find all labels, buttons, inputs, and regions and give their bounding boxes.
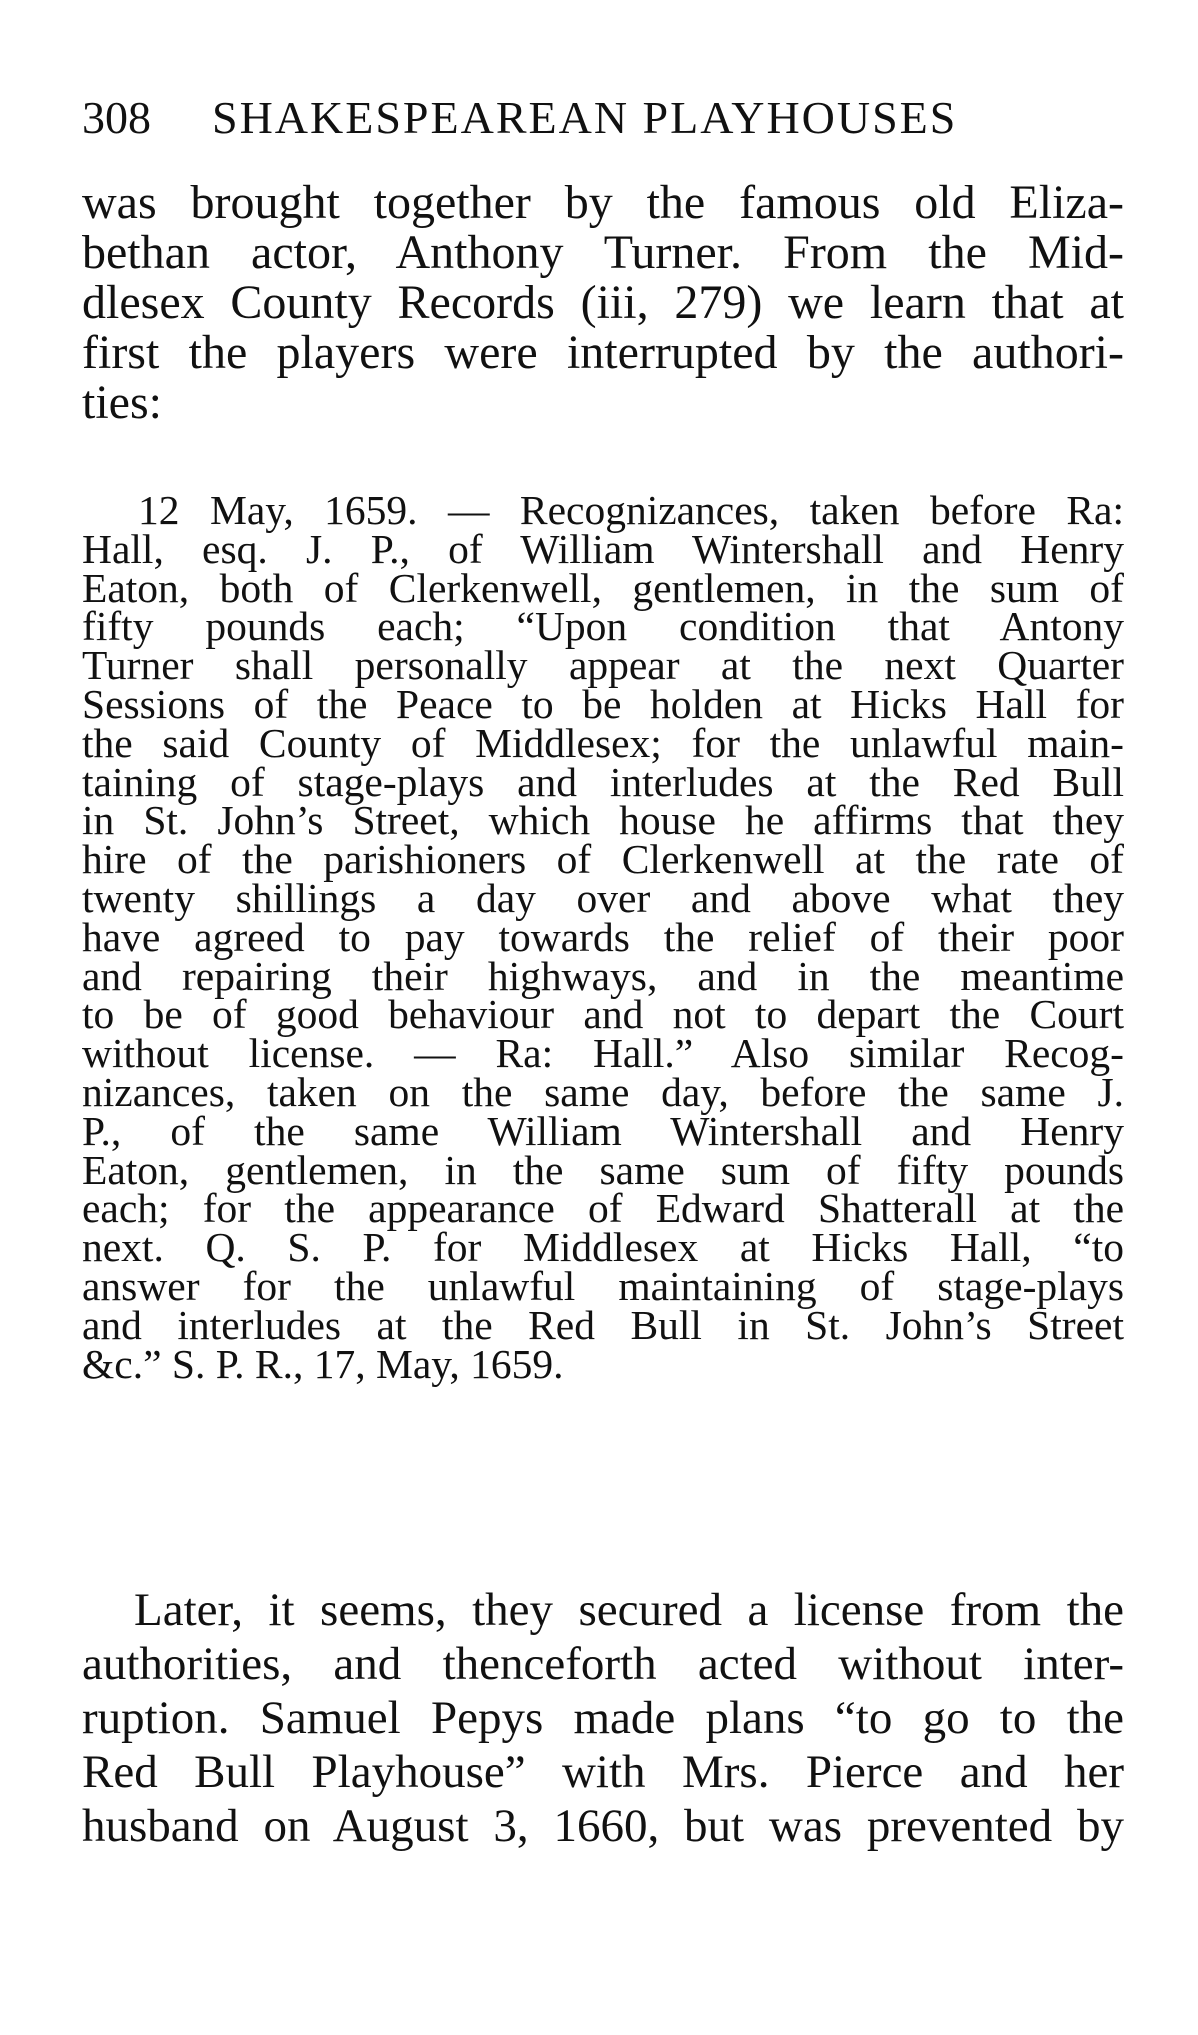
quote-line: nizances, taken on the same day, before the same J. [82,1068,1124,1115]
running-header [82,88,1122,148]
text-line: Red Bull Playhouse” with Mrs. Pierce and her [82,1746,1124,1798]
quote-line: twenty shillings a day over and above what they [82,874,1124,921]
quote-line: the said County of Middlesex; for the unlawful main- [82,719,1124,766]
body-paragraph-1 [82,178,1124,428]
quote-line: Eaton, gentlemen, in the same sum of fifty pounds [82,1146,1124,1193]
text-line: ruption. Samuel Pepys made plans “to go to the [82,1692,1124,1744]
text-line: authorities, and thenceforth acted without inter- [82,1638,1124,1690]
quote-line: Hall, esq. J. P., of William Wintershall and Henry [82,525,1124,572]
quote-line: &c.” S. P. R., 17, May, 1659. [82,1340,564,1387]
text-line: husband on August 3, 1660, but was prevented by [82,1800,1124,1852]
running-title: SHAKESPEAREAN PLAYHOUSES [212,92,958,143]
quote-line: taining of stage-plays and interludes at the Red Bull [82,758,1124,805]
quote-line: have agreed to pay towards the relief of their poor [82,913,1124,960]
block-quotation [82,487,1124,1387]
text-line: dlesex County Records (iii, 279) we learn that at [82,276,1124,329]
quote-line: Sessions of the Peace to be holden at Hicks Hall for [82,680,1124,727]
text-line [82,228,1124,278]
quote-line: Eaton, both of Clerkenwell, gentlemen, in the sum of [82,564,1124,611]
text-fragment: bethan actor, Anthony Turner. From the Mid- [82,226,1124,279]
body-paragraph-2 [82,1583,1124,1853]
quote-line: P., of the same William Wintershall and Henry [82,1107,1124,1154]
quote-line: fifty pounds each; “Upon condition that Antony [82,603,1124,650]
quote-line: and repairing their highways, and in the meantime [82,952,1124,999]
quote-line: next. Q. S. P. for Middlesex at Hicks Hall, “to [82,1224,1124,1271]
quote-line: each; for the appearance of Edward Shatterall at the [82,1185,1124,1232]
quote-line: to be of good behaviour and not to depart the Court [82,991,1124,1038]
quote-line: in St. John’s Street, which house he affirms that they [82,797,1124,844]
quote-line: without license. — Ra: Hall.” Also similar Recog- [82,1030,1124,1077]
quote-line: Turner shall personally appear at the next Quarter [82,642,1124,689]
text-line: first the players were interrupted by the authori- [82,326,1124,379]
text-line: Later, it seems, they secured a license from the [134,1584,1124,1636]
quote-line: answer for the unlawful maintaining of stage-plays [82,1262,1124,1309]
page-number: 308 [82,92,151,143]
text-line: ties: [82,376,162,429]
quote-line: and interludes at the Red Bull in St. John’s Street [82,1301,1124,1348]
quote-line: 12 May, 1659. — Recognizances, taken before Ra: [138,487,1124,533]
text-line: was brought together by the famous old Eliza- [82,176,1124,229]
quote-line: hire of the parishioners of Clerkenwell at the rate of [82,836,1124,883]
